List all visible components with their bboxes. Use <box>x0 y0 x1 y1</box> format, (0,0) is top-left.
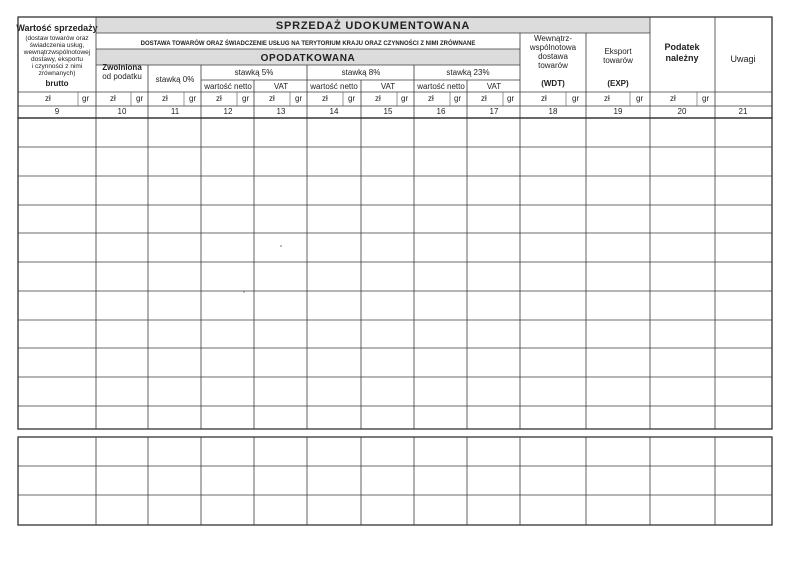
rate-23-vat-header: VAT <box>486 82 502 91</box>
column-9-header <box>16 23 97 88</box>
rate-5-net-header: wartość netto <box>204 82 252 91</box>
column-9-gr-label: gr <box>82 94 90 103</box>
column-15-zl-label: zł <box>375 94 381 103</box>
column-18-gr-label: gr <box>572 94 580 103</box>
column-11-zl-label: zł <box>162 94 168 103</box>
column-17-gr-label: gr <box>507 94 515 103</box>
column-14-zl-label: zł <box>322 94 328 103</box>
rate-8-net-header: wartość netto <box>310 82 358 91</box>
column-19-zl-label: zł <box>604 94 610 103</box>
column-number: 15 <box>383 107 393 116</box>
column-10-gr-label: gr <box>136 94 144 103</box>
column-number: 9 <box>54 107 60 116</box>
form-subtitle: DOSTAWA TOWARÓW ORAZ ŚWIADCZENIE USŁUG NA TERYTORIUM KRAJU ORAZ CZYNNOŚCI Z NIMI ZRÓWNANE <box>140 41 476 47</box>
column-number: 14 <box>329 107 339 116</box>
column-20-title: Podatek <box>664 42 700 52</box>
column-16-gr-label: gr <box>454 94 462 103</box>
column-13-zl-label: zł <box>269 94 275 103</box>
column-12-zl-label: zł <box>216 94 222 103</box>
column-15-gr-label: gr <box>401 94 409 103</box>
column-18-line: wspólnotowa <box>529 43 577 52</box>
form-title: SPRZEDAŻ UDOKUMENTOWANA <box>275 20 471 32</box>
column-20-gr-label: gr <box>702 94 710 103</box>
unit-labels-row <box>45 94 709 103</box>
column-number: 13 <box>276 107 286 116</box>
column-19-code: (EXP) <box>607 79 629 88</box>
column-9-desc-line: dostawy, eksportu <box>31 56 83 63</box>
column-9-desc-line: świadczenia usług, <box>29 42 85 49</box>
rate-23-net-header: wartość netto <box>417 82 465 91</box>
column-number: 12 <box>223 107 233 116</box>
column-number: 18 <box>548 107 558 116</box>
column-11-gr-label: gr <box>189 94 197 103</box>
column-18-code: (WDT) <box>541 79 565 88</box>
column-20-zl-label: zł <box>670 94 676 103</box>
rate-8-vat-header: VAT <box>380 82 396 91</box>
column-21-title: Uwagi <box>730 54 756 64</box>
rate-5-vat-header: VAT <box>273 82 289 91</box>
rate-5-title: stawką 5% <box>234 68 274 77</box>
column-13-gr-label: gr <box>295 94 303 103</box>
column-14-gr-label: gr <box>348 94 356 103</box>
column-10-subtitle: od podatku <box>102 72 142 81</box>
column-9-zl-label: zł <box>45 94 51 103</box>
scan-speck <box>243 291 245 293</box>
column-9-desc-line: zrównanych) <box>38 70 76 77</box>
rate-8-title: stawką 8% <box>341 68 381 77</box>
taxed-section-title: OPODATKOWANA <box>260 53 356 64</box>
column-19-line: Eksport <box>604 47 632 56</box>
column-number: 19 <box>613 107 623 116</box>
data-grid <box>18 118 772 429</box>
column-number: 21 <box>738 107 748 116</box>
column-number: 10 <box>117 107 127 116</box>
column-12-gr-label: gr <box>242 94 250 103</box>
column-18-zl-label: zł <box>541 94 547 103</box>
column-20-subtitle: należny <box>665 53 699 63</box>
column-17-zl-label: zł <box>481 94 487 103</box>
column-number: 11 <box>170 107 180 116</box>
column-9-desc-line: i czynności z nimi <box>31 63 83 70</box>
column-19-line: towarów <box>603 56 633 65</box>
column-10-zl-label: zł <box>110 94 116 103</box>
column-18-line: towarów <box>538 61 568 70</box>
column-19-gr-label: gr <box>636 94 644 103</box>
column-16-zl-label: zł <box>428 94 434 103</box>
column-18-line: Wewnątrz- <box>533 34 573 43</box>
column-9-title: Wartość sprzedaży <box>16 23 98 33</box>
column-9-desc-line: wewnątrzwspólnotowej <box>23 49 91 56</box>
rate-23-title: stawką 23% <box>446 68 490 77</box>
column-11-title: stawką 0% <box>155 75 195 84</box>
summary-grid <box>18 437 772 525</box>
column-number: 16 <box>436 107 446 116</box>
column-18-line: dostawa <box>538 52 568 61</box>
column-number: 20 <box>677 107 687 116</box>
column-10-title: Zwolniona <box>102 63 142 72</box>
column-number: 17 <box>489 107 499 116</box>
column-numbers-row <box>55 107 748 116</box>
column-9-desc-line: (dostaw towarów oraz <box>25 35 89 42</box>
scan-speck <box>280 245 282 247</box>
column-9-footer: brutto <box>45 79 69 88</box>
